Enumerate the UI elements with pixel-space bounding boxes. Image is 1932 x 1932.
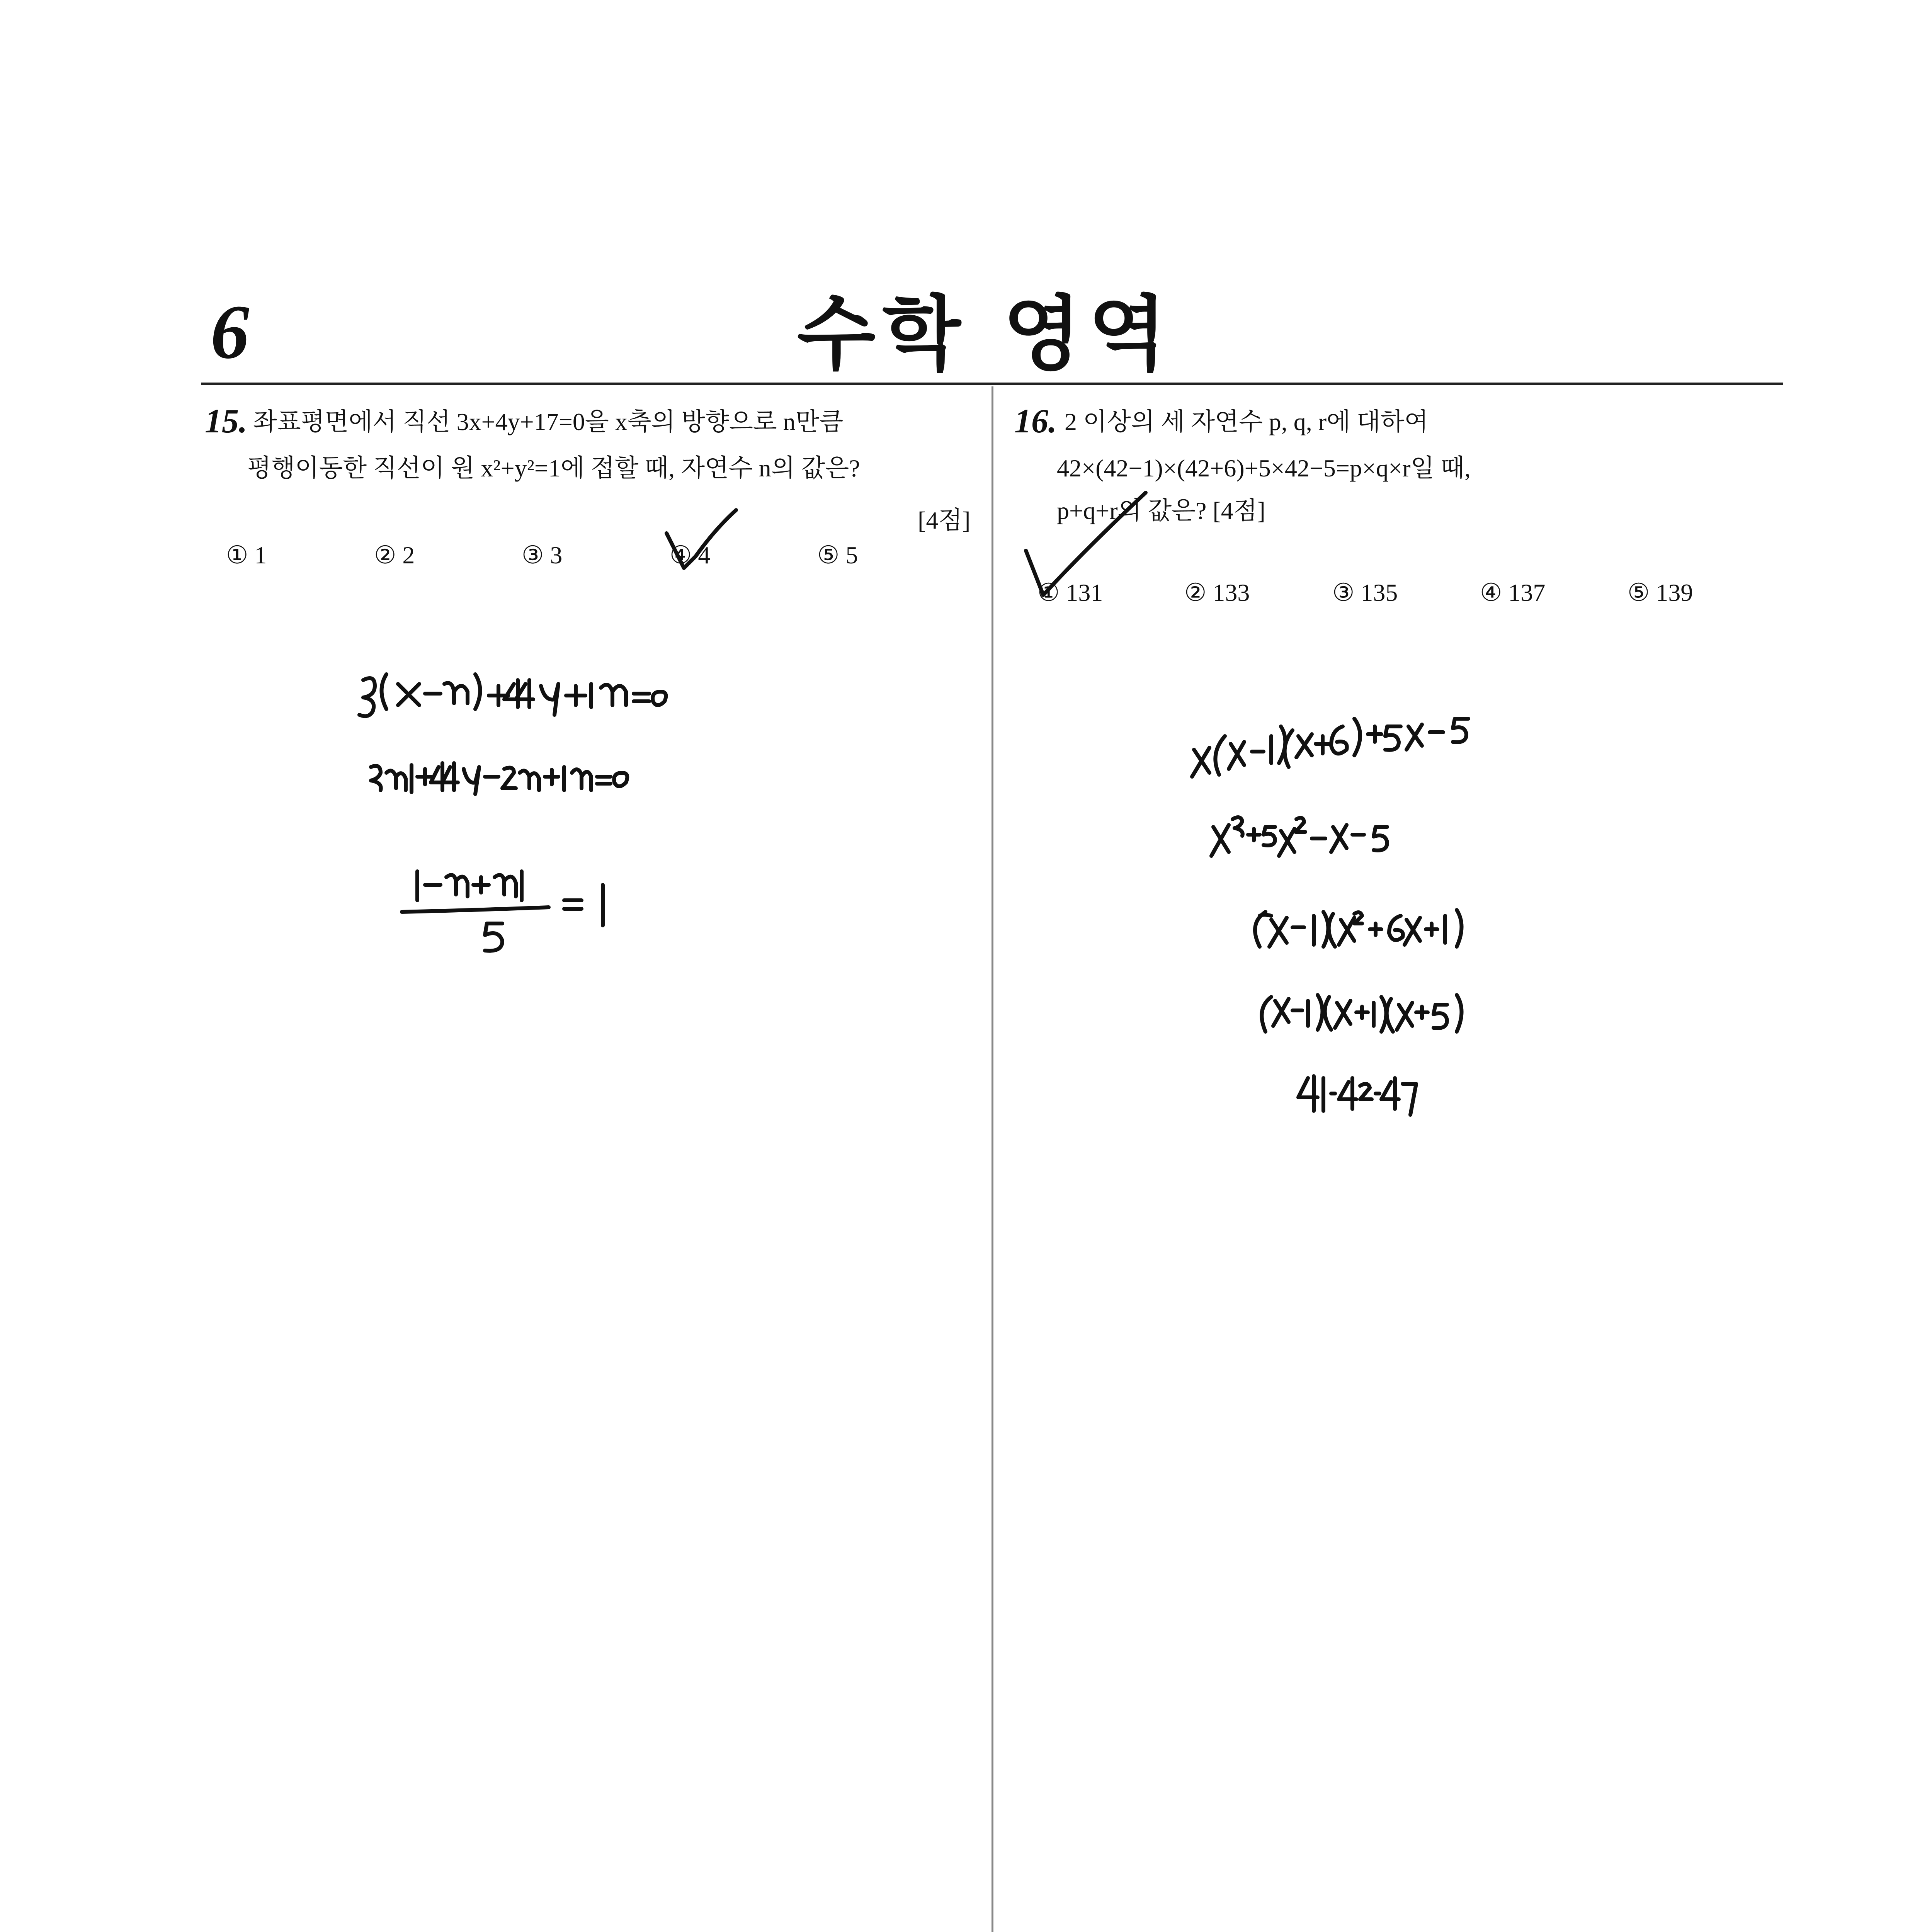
question-16-line-1: 2 이상의 세 자연수 p, q, r에 대하여 <box>1065 408 1429 435</box>
question-16-line-3: p+q+r의 값은? [4점] <box>1057 497 1265 524</box>
question-15-scratch-fraction <box>402 871 603 951</box>
question-16-scratch-line-2 <box>1211 817 1387 856</box>
question-15-scratch-line-2 <box>371 763 627 794</box>
question-15-choice-4[interactable]: ④ 4 <box>670 541 711 569</box>
question-16-number: 16. <box>1014 403 1057 440</box>
question-15-line-1: 좌표평면에서 직선 3x+4y+17=0을 x축의 방향으로 n만큼 <box>253 408 844 435</box>
question-16-scratch-line-3 <box>1255 910 1462 947</box>
page-number: 6 <box>211 289 249 375</box>
question-15-number: 15. <box>205 403 247 440</box>
question-16-choice-3[interactable]: ③ 135 <box>1332 579 1398 606</box>
subject-title: 수학 영역 <box>797 287 1174 381</box>
question-15-scratch-line-1 <box>359 674 666 716</box>
question-16-choice-4[interactable]: ④ 137 <box>1480 579 1546 606</box>
question-15-choice-2[interactable]: ② 2 <box>374 541 415 569</box>
question-16-scratch-line-1 <box>1192 719 1468 777</box>
header-rule <box>201 383 1783 385</box>
question-15-choice-1[interactable]: ① 1 <box>226 541 267 569</box>
column-divider <box>992 386 993 1932</box>
question-16-line-2: 42×(42−1)×(42+6)+5×42−5=p×q×r일 때, <box>1057 454 1471 482</box>
question-16-scratch-line-5 <box>1298 1076 1416 1115</box>
question-16-choice-5[interactable]: ⑤ 139 <box>1628 579 1693 606</box>
question-15-choice-5[interactable]: ⑤ 5 <box>817 541 858 569</box>
question-15-points: [4점] <box>918 507 971 534</box>
question-16-choice-1[interactable]: ① 131 <box>1037 579 1103 606</box>
question-16-choice-2[interactable]: ② 133 <box>1184 579 1250 606</box>
question-15-line-2: 평행이동한 직선이 원 x²+y²=1에 접할 때, 자연수 n의 값은? <box>247 454 860 482</box>
question-16-scratch-line-4 <box>1262 995 1461 1032</box>
question-15-choice-3[interactable]: ③ 3 <box>522 541 563 569</box>
